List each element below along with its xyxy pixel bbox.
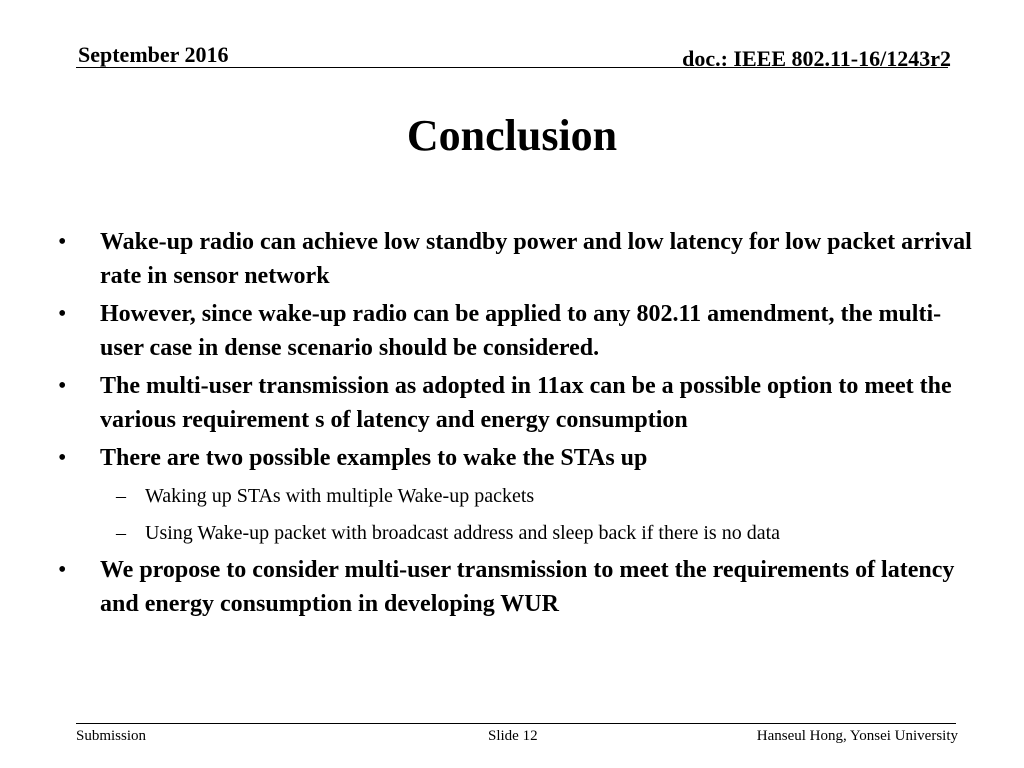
sub-bullet-text: Waking up STAs with multiple Wake-up packets — [145, 485, 535, 507]
header-divider — [76, 67, 948, 68]
sub-bullet-mark: – — [116, 522, 126, 544]
bullet-text: Wake-up radio can achieve low standby power and low latency for low packet arrival rate in sensor network — [100, 229, 972, 289]
slide-body — [58, 225, 978, 625]
footer-slide-number: Slide 12 — [488, 728, 538, 744]
bullet-item — [58, 553, 978, 621]
header-doc-id: doc.: IEEE 802.11-16/1243r2 — [682, 46, 951, 71]
sub-bullet-mark: – — [116, 485, 126, 507]
bullet-item — [58, 225, 978, 293]
footer-divider — [76, 723, 956, 724]
bullet-text: There are two possible examples to wake the STAs up — [100, 445, 648, 471]
sub-bullet-item — [58, 516, 978, 551]
slide-title: Conclusion — [406, 111, 618, 160]
bullet-text: We propose to consider multi-user transmission to meet the requirements of latency and energy consumption in developing WUR — [100, 557, 955, 617]
sub-bullet-item — [58, 479, 978, 514]
bullet-mark: • — [58, 229, 67, 255]
bullet-mark: • — [58, 445, 67, 471]
sub-bullet-text: Using Wake-up packet with broadcast address and sleep back if there is no data — [145, 522, 781, 544]
footer-submission: Submission — [76, 728, 147, 744]
bullet-mark: • — [58, 301, 67, 327]
footer-author: Hanseul Hong, Yonsei University — [756, 728, 958, 744]
bullet-item — [58, 441, 978, 475]
bullet-item — [58, 297, 978, 365]
bullet-mark: • — [58, 557, 67, 583]
bullet-item — [58, 369, 978, 437]
bullet-mark: • — [58, 373, 67, 399]
bullet-text: The multi-user transmission as adopted in 11ax can be a possible option to meet the various requirement s of latency and energy consumption — [100, 373, 952, 433]
bullet-text: However, since wake-up radio can be applied to any 802.11 amendment, the multi-user case in dense scenario should be considered. — [100, 301, 942, 361]
header-date: September 2016 — [78, 42, 229, 67]
